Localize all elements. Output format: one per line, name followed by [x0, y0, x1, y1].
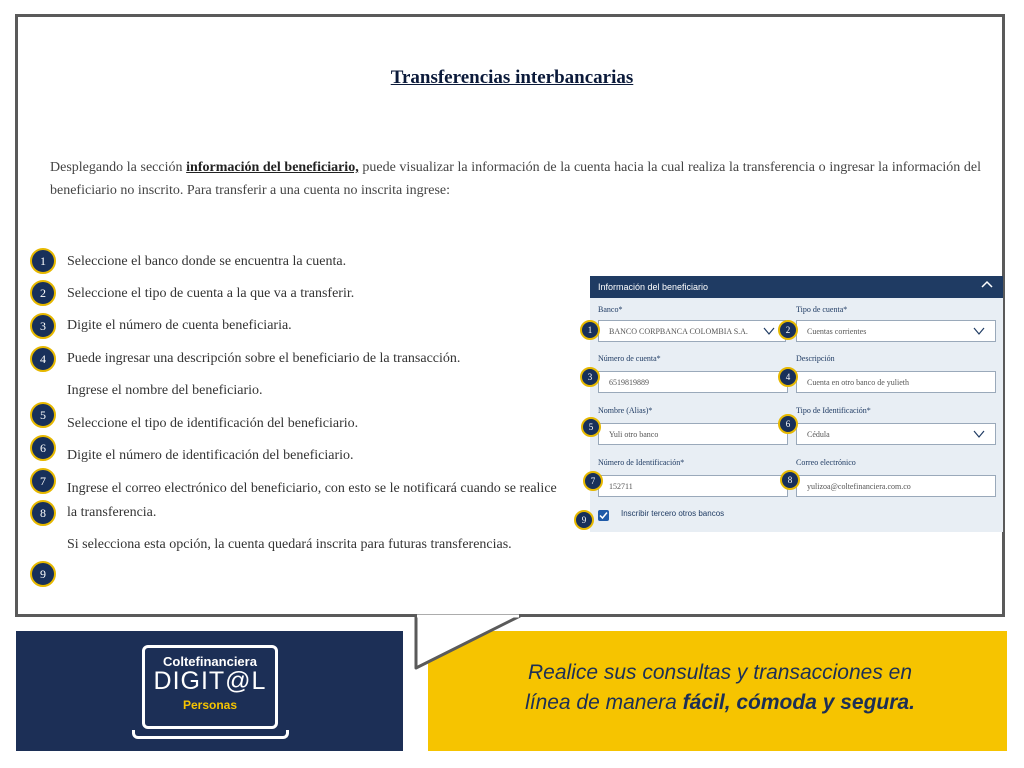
step-5-text: Seleccione el tipo de identificación del beneficiario. — [67, 416, 359, 431]
intro-text-end: puede visualizar la información de la cuenta hacia la cual realiza la transferencia o ingresar la información del beneficiario no inscrito. Para transferir a una cuenta no inscrita ingrese: — [50, 160, 981, 198]
form-header[interactable] — [590, 276, 1003, 298]
form-badge-5: 5 — [581, 417, 601, 437]
correo-label: Correo electrónico — [796, 458, 856, 467]
form-badge-8: 8 — [780, 470, 800, 490]
intro-text-start: Desplegando la sección — [50, 160, 187, 175]
step-badge-6: 6 — [30, 435, 56, 461]
brand-logo-laptop-base — [132, 730, 289, 739]
step-3-text: Digite el número de cuenta beneficiaria. — [67, 318, 292, 333]
step-badge-4: 4 — [30, 346, 56, 372]
chevron-down-icon — [973, 326, 985, 336]
nombre-label: Nombre (Alias)* — [598, 406, 653, 415]
brand-name: Coltefinanciera — [163, 654, 257, 669]
intro-paragraph — [50, 156, 981, 202]
form-badge-4: 4 — [778, 367, 798, 387]
intro-highlight: información del beneficiario, — [186, 160, 359, 175]
nombre-value: Yuli otro banco — [609, 429, 659, 439]
form-badge-3: 3 — [580, 367, 600, 387]
tipo-id-value: Cédula — [807, 429, 830, 439]
nombre-input[interactable] — [598, 423, 788, 445]
slogan-line-2 — [440, 688, 1000, 718]
chevron-down-icon — [763, 326, 775, 336]
step-2-text: Seleccione el tipo de cuenta a la que va a transferir. — [67, 286, 355, 301]
tipo-id-select[interactable] — [796, 423, 996, 445]
tipo-cuenta-label: Tipo de cuenta* — [796, 305, 848, 314]
correo-value: yulizoa@coltefinanciera.com.co — [807, 481, 911, 491]
descripcion-label: Descripción — [796, 354, 835, 363]
form-badge-6: 6 — [778, 414, 798, 434]
step-badge-3: 3 — [30, 313, 56, 339]
form-badge-9: 9 — [574, 510, 594, 530]
step-1-text: Seleccione el banco donde se encuentra la cuenta. — [67, 254, 347, 269]
form-badge-1: 1 — [580, 320, 600, 340]
correo-input[interactable] — [796, 475, 996, 497]
step-badge-9: 9 — [30, 561, 56, 587]
banco-value: BANCO CORPBANCA COLOMBIA S.A. — [609, 326, 748, 336]
descripcion-value: Cuenta en otro banco de yulieth — [807, 377, 909, 387]
step-badge-2: 2 — [30, 280, 56, 306]
chevron-down-icon — [973, 429, 985, 439]
tipo-id-label: Tipo de Identificación* — [796, 406, 871, 415]
slogan-line-2-bold: fácil, cómoda y segura. — [682, 691, 915, 714]
inscribir-label: Inscribir tercero otros bancos — [621, 509, 725, 518]
numero-cuenta-label: Número de cuenta* — [598, 354, 661, 363]
step-badge-5: 5 — [30, 402, 56, 428]
step-9-text: Si selecciona esta opción, la cuenta quedará inscrita para futuras transferencias. — [67, 537, 512, 552]
form-badge-7: 7 — [583, 471, 603, 491]
slogan-text — [440, 658, 1000, 718]
tipo-cuenta-select[interactable] — [796, 320, 996, 342]
step-6-text: Digite el número de identificación del beneficiario. — [67, 448, 354, 463]
step-badge-7: 7 — [30, 468, 56, 494]
brand-digital: DIGIT@L — [153, 667, 267, 695]
tipo-cuenta-value: Cuentas corrientes — [807, 326, 867, 336]
numero-id-label: Número de Identificación* — [598, 458, 685, 467]
slogan-line-2-plain: línea de manera — [525, 691, 683, 714]
chevron-up-icon[interactable] — [981, 279, 993, 291]
slogan-line-1: Realice sus consultas y transacciones en — [527, 661, 913, 684]
numero-id-value: 152711 — [609, 481, 633, 491]
numero-cuenta-value: 6519819889 — [609, 377, 649, 387]
brand-personas: Personas — [182, 698, 238, 712]
numero-id-input[interactable] — [598, 475, 788, 497]
form-badge-2: 2 — [778, 320, 798, 340]
step-badge-1: 1 — [30, 248, 56, 274]
inscribir-checkbox[interactable] — [598, 510, 609, 521]
step-5a-text: Ingrese el nombre del beneficiario. — [67, 383, 263, 398]
numero-cuenta-input[interactable] — [598, 371, 788, 393]
descripcion-input[interactable] — [796, 371, 996, 393]
step-8-text: la transferencia. — [67, 505, 157, 520]
page-title: Transferencias interbancarias — [390, 67, 634, 88]
form-header-title: Información del beneficiario — [598, 282, 709, 292]
step-badge-8: 8 — [30, 500, 56, 526]
checkmark-icon — [599, 511, 608, 520]
step-7-text: Ingrese el correo electrónico del beneficiario, con esto se le notificará cuando se realice — [67, 481, 557, 496]
banco-select[interactable] — [598, 320, 786, 342]
step-4-text: Puede ingresar una descripción sobre el beneficiario de la transacción. — [67, 351, 461, 366]
banco-label: Banco* — [598, 305, 623, 314]
